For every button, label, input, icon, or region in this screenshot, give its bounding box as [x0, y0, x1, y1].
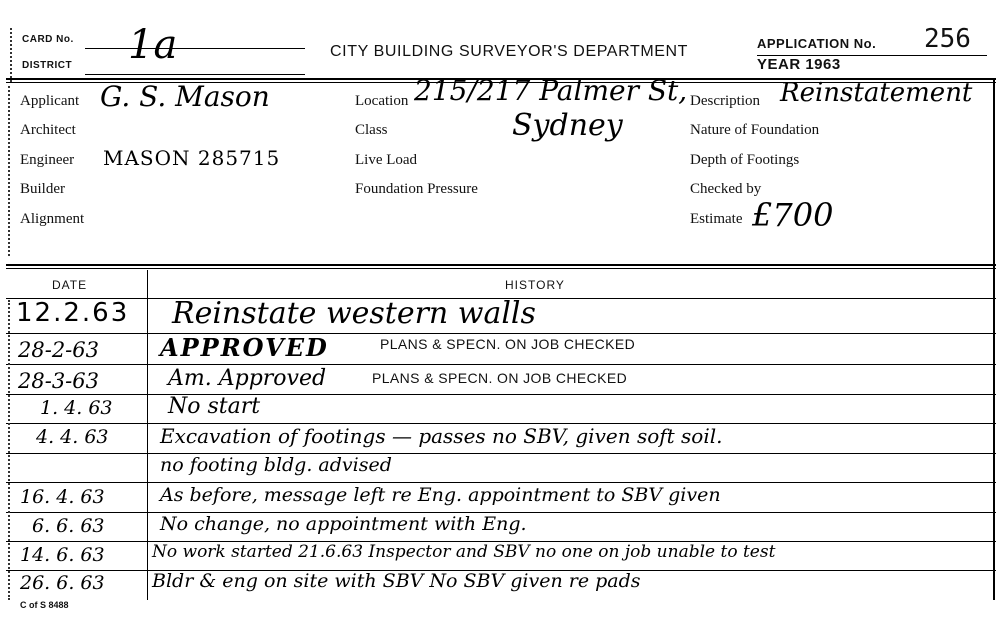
district-underline [85, 74, 305, 75]
history-entry: No start [168, 394, 261, 419]
history-date: 4. 4. 63 [36, 426, 109, 448]
history-entry: As before, message left re Eng. appointment to SBV given [160, 484, 721, 506]
history-entry: APPROVED [160, 333, 329, 362]
history-stamp: PLANS & SPECN. ON JOB CHECKED [380, 336, 636, 352]
left-dotted-margin [10, 28, 12, 82]
history-entry: Am. Approved [168, 366, 327, 391]
right-border-upper [993, 78, 995, 270]
architect-label: Architect [20, 122, 76, 138]
history-date: 14. 6. 63 [20, 544, 105, 566]
district-label: DISTRICT [22, 60, 73, 71]
estimate-label: Estimate [690, 211, 743, 227]
location-label: Location [355, 93, 409, 109]
live-load-label: Live Load [355, 152, 418, 168]
engineer-value: MASON 285715 [103, 146, 281, 170]
nature-of-foundation-label: Nature of Foundation [690, 122, 820, 138]
history-date: 12.2.63 [16, 298, 130, 328]
foundation-pressure-label: Foundation Pressure [355, 181, 478, 197]
history-date: 28-3-63 [18, 369, 99, 393]
year-label: YEAR 1963 [757, 56, 841, 73]
location-value: 215/217 Palmer St, [414, 74, 688, 107]
form-code: C of S 8488 [20, 600, 69, 610]
history-entry: No work started 21.6.63 Inspector and SBV no one on job unable to test [152, 542, 776, 562]
card-no-value: 1a [128, 22, 178, 68]
left-dotted-history [8, 300, 10, 600]
history-date: 1. 4. 63 [40, 397, 113, 419]
card-no-label: CARD No. [22, 34, 74, 45]
date-column-header: DATE [52, 278, 88, 292]
history-date: 6. 6. 63 [32, 515, 105, 537]
history-column-header: HISTORY [505, 278, 565, 292]
left-dotted-fields [8, 86, 10, 256]
history-entry: No change, no appointment with Eng. [160, 513, 527, 535]
checked-by-label: Checked by [690, 181, 762, 197]
department-title: CITY BUILDING SURVEYOR'S DEPARTMENT [330, 43, 689, 60]
depth-of-footings-label: Depth of Footings [690, 152, 800, 168]
applicant-value: G. S. Mason [100, 80, 270, 113]
application-no-value: 256 [924, 24, 971, 54]
row-rule [6, 333, 996, 334]
row-rule [6, 453, 996, 454]
history-entry: Excavation of footings — passes no SBV, given soft soil. [160, 424, 723, 448]
history-entry: no footing bldg. advised [160, 454, 392, 476]
history-entry: Bldr & eng on site with SBV No SBV given re pads [152, 570, 641, 592]
description-label: Description [690, 93, 760, 109]
history-date: 26. 6. 63 [20, 572, 105, 594]
estimate-value: £700 [752, 196, 834, 234]
card-no-underline [85, 48, 305, 49]
date-column-divider [147, 270, 148, 600]
history-date: 28-2-63 [18, 338, 99, 362]
right-border-lower [993, 270, 995, 600]
description-value: Reinstatement [780, 78, 973, 108]
class-label: Class [355, 122, 388, 138]
application-no-label: APPLICATION No. [757, 36, 877, 51]
location-value-2: Sydney [512, 108, 623, 143]
application-underline [757, 55, 987, 56]
history-top-rule-thin [6, 268, 996, 269]
alignment-label: Alignment [20, 211, 85, 227]
history-date: 16. 4. 63 [20, 486, 105, 508]
row-rule [6, 364, 996, 365]
engineer-label: Engineer [20, 152, 75, 168]
row-rule [6, 482, 996, 483]
builder-label: Builder [20, 181, 65, 197]
history-entry: Reinstate western walls [172, 296, 536, 331]
history-stamp: PLANS & SPECN. ON JOB CHECKED [372, 370, 628, 386]
row-rule [6, 394, 996, 395]
applicant-label: Applicant [20, 93, 80, 109]
history-top-rule [6, 264, 996, 266]
